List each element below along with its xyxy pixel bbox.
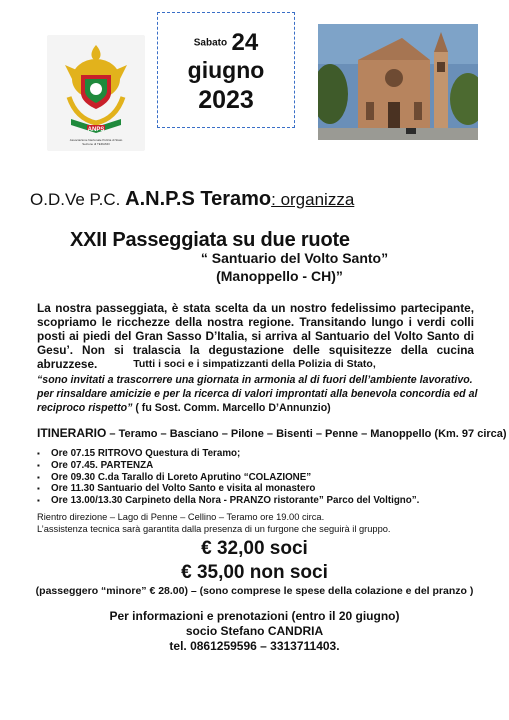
price-non-members: € 35,00 non soci — [181, 562, 328, 583]
contact-block — [0, 609, 509, 654]
day: 24 — [231, 29, 259, 56]
year: 2023 — [198, 86, 254, 114]
organizer-line — [30, 188, 354, 211]
quote-author: ( fu Sost. Comm. Marcello D’Annunzio) — [132, 402, 331, 414]
schedule-list — [37, 448, 419, 507]
invite-heading: Tutti i soci e i simpatizzanti della Polizia di Stato, — [133, 358, 376, 370]
quote-text: “sono invitati a trascorrere una giornata in armonia al di fuori dell’ambiente lavorativo. per rinsaldare amicizie e per la ricerca di valori improntati alla benevola concordia ed al reciproco rispetto” — [37, 374, 478, 414]
assistance-line: L’assistenza tecnica sarà garantita dalla presenza di un furgone che seguirà il gruppo. — [37, 524, 391, 534]
schedule-item: ▪ Ore 07.15 RITROVO Questura di Teramo; — [37, 448, 419, 460]
price-note: (passeggero “minore” € 28.00) – (sono comprese le spese della colazione e del pranzo ) — [35, 585, 474, 597]
contact-line-2: socio Stefano CANDRIA — [185, 624, 324, 638]
contact-line-1: Per informazioni e prenotazioni (entro il 20 giugno) — [109, 609, 400, 623]
price-members: € 32,00 soci — [201, 538, 308, 559]
schedule-item: ▪ Ore 09.30 C.da Tarallo di Loreto Aprutino “COLAZIONE” — [37, 472, 419, 484]
intro-paragraph: La nostra passeggiata, è stata scelta da un nostro fedelissimo partecipante, scopriamo le ricchezze della nostra regione. Transitando lungo i verdi colli posti ai piedi del Gran Sasso D’Italia, si arriva al Santuario del Volto Santo di Gesu’. Non si tralascia la degustazione delle squisitezze della cucina abruzzese. — [37, 301, 474, 371]
itinerary — [37, 426, 507, 440]
schedule-item: ▪ Ore 07.45. PARTENZA — [37, 460, 419, 472]
itinerary-label: ITINERARIO — [37, 426, 107, 440]
anps-logo — [47, 35, 145, 151]
contact-phone: tel. 0861259596 – 3313711403. — [169, 639, 340, 653]
santuario-photo — [318, 24, 478, 140]
event-subtitle-1: “ Santuario del Volto Santo” — [200, 250, 389, 266]
event-subtitle-2: (Manoppello - CH)” — [216, 268, 343, 284]
return-info — [37, 511, 391, 535]
return-line: Rientro direzione – Lago di Penne – Cellino – Teramo ore 19.00 circa. — [37, 512, 325, 522]
weekday: Sabato — [193, 37, 228, 49]
event-title: XXII Passeggiata su due ruote — [70, 229, 350, 251]
itinerary-route: – Teramo – Basciano – Pilone – Bisenti – Penne – Manoppello (Km. 97 circa) — [106, 428, 507, 440]
org-prefix: O.D.Ve P.C. — [30, 190, 121, 209]
schedule-item: ▪ Ore 13.00/13.30 Carpineto della Nora - PRANZO ristorante” Parco del Voltigno”. — [37, 495, 419, 507]
event-date-box — [157, 12, 295, 128]
schedule-item: ▪ Ore 11.30 Santuario del Volto Santo e visita al monastero — [37, 483, 419, 495]
logo-subcaption-2: Sezione di TERAMO — [82, 142, 110, 146]
month: giugno — [187, 57, 265, 83]
logo-subcaption-1: Associazione Nazionale Polizia di Stato — [69, 138, 123, 142]
logo-caption: ANPS — [87, 127, 105, 133]
org-suffix: : organizza — [271, 190, 355, 209]
org-main: A.N.P.S Teramo — [125, 188, 272, 210]
invite-quote — [37, 373, 484, 415]
